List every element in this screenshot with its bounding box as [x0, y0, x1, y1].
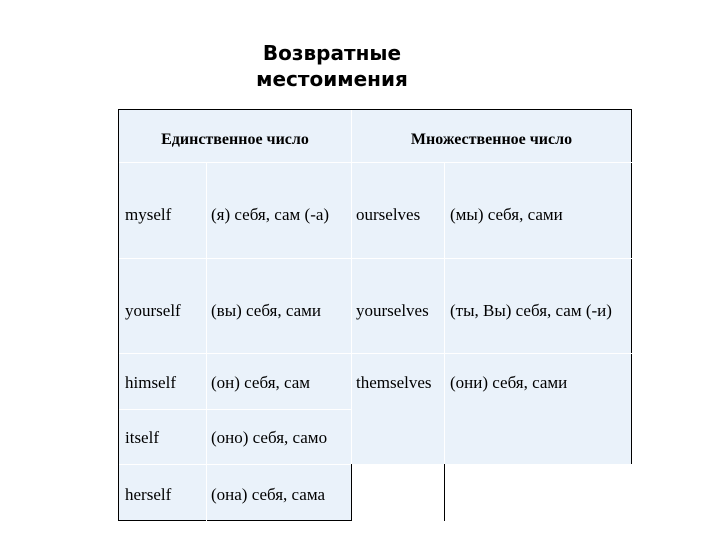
cell-plural-en-1: ourselves — [356, 205, 421, 224]
cell-plural-en-2: yourselves — [356, 301, 429, 320]
header-plural: Множественное число — [410, 131, 573, 148]
grid-line-col-3-lower — [444, 464, 445, 521]
cell-singular-ru-2: (вы) себя, сами — [211, 301, 322, 320]
cell-singular-ru-1: (я) себя, сам (-а) — [211, 205, 330, 224]
cell-plural-ru-3: (они) себя, сами — [450, 373, 568, 392]
grid-line-col-3 — [444, 162, 445, 464]
grid-line-row-1 — [119, 258, 632, 259]
cell-plural-en-3: themselves — [356, 373, 432, 392]
cell-singular-ru-3: (он) себя, сам — [211, 373, 311, 392]
pronoun-table — [118, 109, 632, 521]
cell-singular-en-4: itself — [125, 428, 159, 447]
cell-singular-en-5: herself — [125, 485, 172, 504]
cell-singular-en-1: myself — [125, 205, 172, 224]
grid-line-row-3 — [119, 409, 351, 410]
cell-singular-en-3: himself — [125, 373, 176, 392]
header-singular: Единственное число — [161, 131, 309, 148]
cell-plural-ru-2: (ты, Вы) себя, сам (-и) — [450, 301, 612, 320]
cell-plural-ru-1: (мы) себя, сами — [450, 205, 563, 224]
slide-title — [232, 40, 432, 92]
grid-line-col-2 — [351, 110, 352, 464]
cell-singular-en-2: yourself — [125, 301, 181, 320]
empty-cell-bottom-right — [351, 464, 632, 521]
title-line-2: местоимения — [256, 67, 408, 91]
cell-singular-ru-4: (оно) себя, само — [211, 428, 328, 447]
grid-line-row-2 — [119, 353, 632, 354]
grid-line-header — [119, 162, 632, 163]
grid-line-row-4 — [119, 464, 351, 465]
grid-line-col-4-lower — [351, 464, 352, 521]
cell-singular-ru-5: (она) себя, сама — [211, 485, 326, 504]
grid-line-col-1 — [206, 162, 207, 521]
title-line-1: Возвратные — [262, 41, 402, 65]
